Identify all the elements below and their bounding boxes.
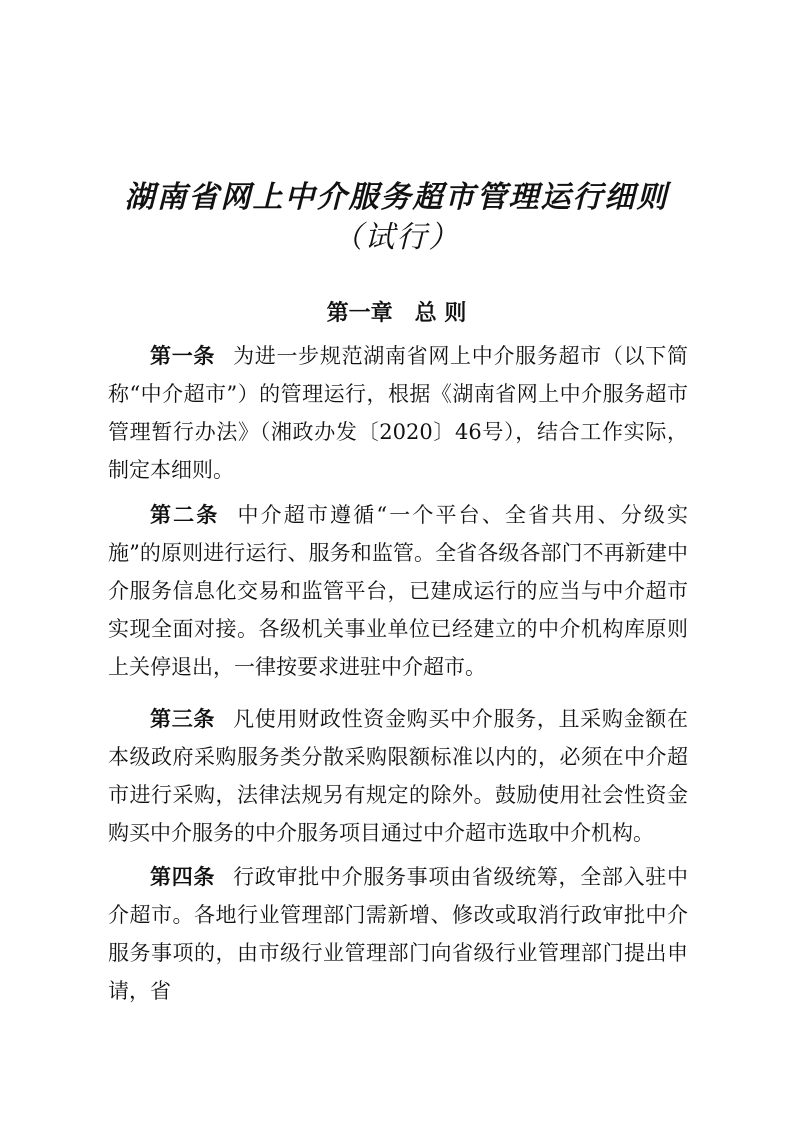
article-3: [108, 700, 688, 852]
article-4: [108, 858, 688, 1010]
article-label: 第三条: [150, 707, 216, 731]
chapter-heading: 第一章 总 则: [326, 301, 467, 326]
article-text: 中介超市遵循“一个平台、全省共用、分级实施”的原则进行运行、服务和监管。全省各级各部门不再新建中介服务信息化交易和监管平台，已建成运行的应当与中介超市实现全面对接。各级机关事业单位已经建立的中介机构库原则上关停退出，一律按要求进驻中介超市。: [108, 503, 689, 679]
article-text: 凡使用财政性资金购买中介服务，且采购金额在本级政府采购服务类分散采购限额标准以内的，必须在中介超市进行采购，法律法规另有规定的除外。鼓励使用社会性资金购买中介服务的中介服务项目通过中介超市选取中介机构。: [108, 707, 689, 845]
article-1: [108, 337, 688, 489]
article-label: 第四条: [150, 865, 216, 889]
article-label: 第二条: [150, 503, 220, 527]
document-title: 湖南省网上中介服务超市管理运行细则: [124, 180, 669, 215]
document-subtitle: （试行）: [332, 220, 461, 255]
article-2: [108, 496, 688, 686]
article-text: 为进一步规范湖南省网上中介服务超市（以下简称“中介超市”）的管理运行，根据《湖南省网上中介服务超市管理暂行办法》（湘政办发〔2020〕46号），结合工作实际，制定本细则。: [108, 344, 689, 482]
article-label: 第一条: [150, 344, 216, 368]
article-text: 行政审批中介服务事项由省级统筹，全部入驻中介超市。各地行业管理部门需新增、修改或取消行政审批中介服务事项的，由市级行业管理部门向省级行业管理部门提出申请，省: [108, 865, 689, 1003]
